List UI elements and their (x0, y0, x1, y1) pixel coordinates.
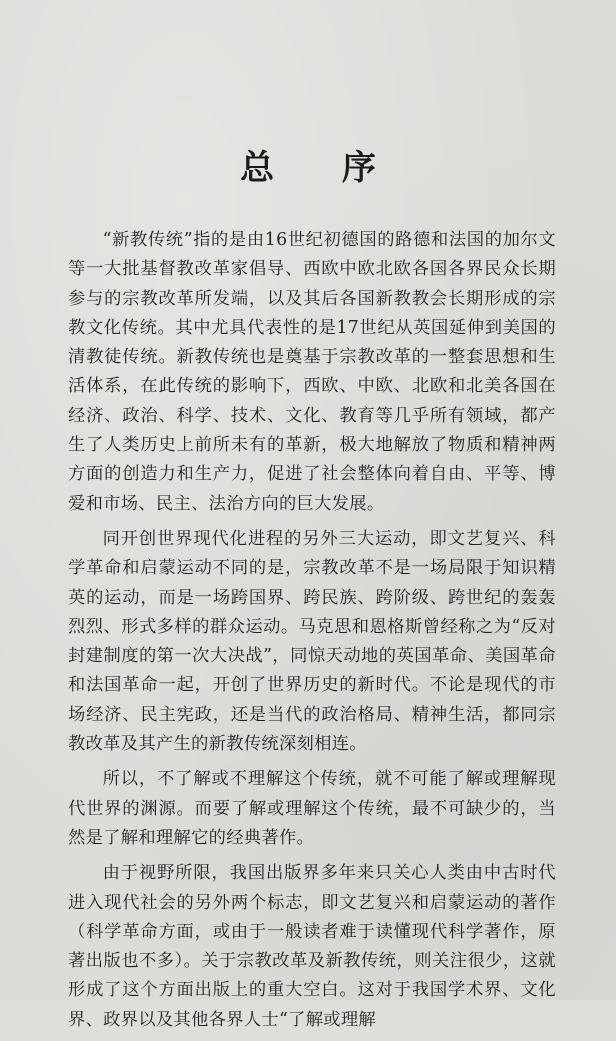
paragraph-1: “新教传统”指的是由16世纪初德国的路德和法国的加尔文等一大批基督教改革家倡导、西欧中欧北欧各国各界民众长期参与的宗教改革所发端，以及其后各国新教教会长期形成的宗教文化传统。其中尤具代表性的是17世纪从英国延伸到美国的清教徒传统。新教传统也是奠基于宗教改革的一整套思想和生活体系，在此传统的影响下，西欧、中欧、北欧和北美各国在经济、政治、科学、技术、文化、教育等几乎所有领域，都产生了人类历史上前所未有的革新，极大地解放了物质和精神两方面的创造力和生产力，促进了社会整体向着自由、平等、博爱和市场、民主、法治方向的巨大发展。 (68, 230, 556, 514)
page-title: 总 序 (240, 148, 404, 188)
paragraph-2: 同开创世界现代化进程的另外三大运动，即文艺复兴、科学革命和启蒙运动不同的是，宗教改革不是一场局限于知识精英的运动，而是一场跨国界、跨民族、跨阶级、跨世纪的轰轰烈烈、形式多样的群众运动。马克思和恩格斯曾经称之为“反对封建制度的第一次大决战”，同惊天动地的英国革命、美国革命和法国革命一起，开创了世界历史的新时代。不论是现代的市场经济、民主宪政，还是当代的政治格局、精神生活，都同宗教改革及其产生的新教传统深刻相连。 (68, 528, 556, 755)
paragraph-3: 所以，不了解或不理解这个传统，就不可能了解或理解现代世界的渊源。而要了解或理解这个传统，最不可缺少的，当然是了解和理解它的经典著作。 (68, 769, 556, 848)
paragraph-4: 由于视野所限，我国出版界多年来只关心人类由中古时代进入现代社会的另外两个标志，即文艺复兴和启蒙运动的著作（科学革命方面，或由于一般读者难于读懂现代科学著作，原著出版也不多）。关于宗教改革及新教传统，则关注很少，这就形成了这个方面出版上的重大空白。这对于我国学术界、文化界、政界以及其他各界人士“了解或理解 (68, 863, 556, 1030)
preface-body (68, 226, 556, 1041)
